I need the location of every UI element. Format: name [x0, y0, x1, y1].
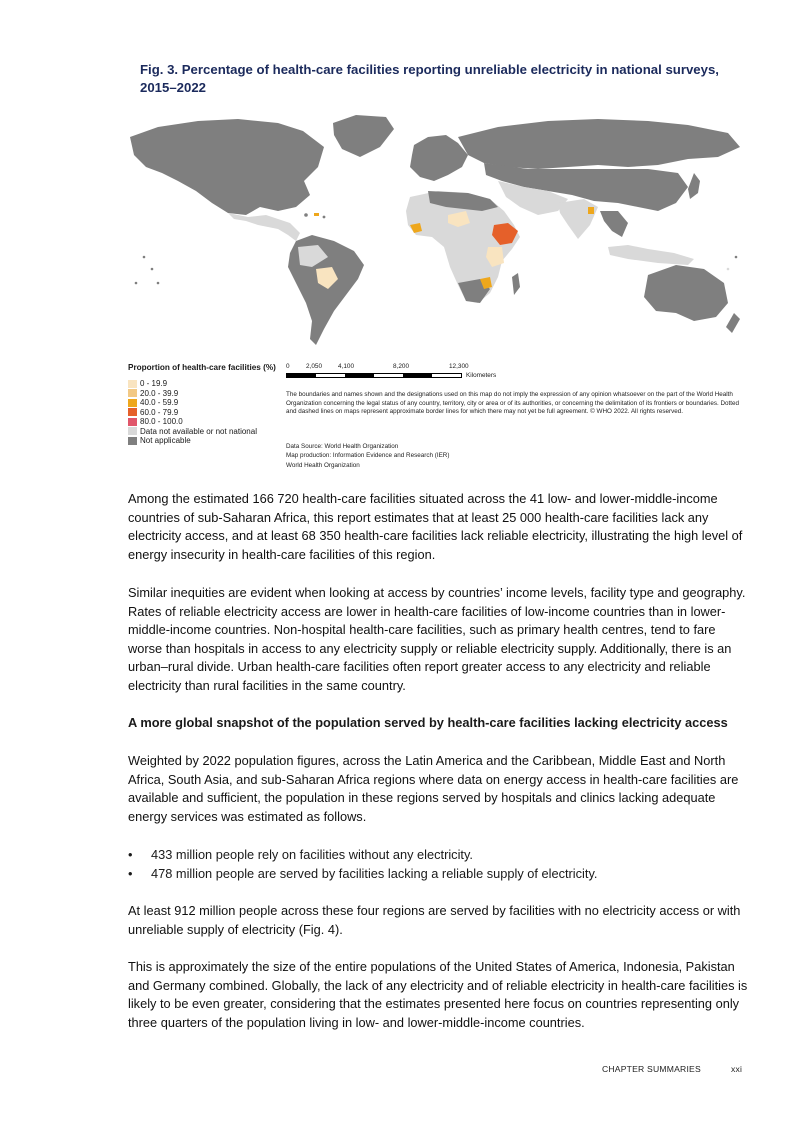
- paragraph: Similar inequities are evident when looking at access by countries’ income levels, facility type and geography. Rates of reliable electricity access are lower in health-care facilities of low-income countries than in lower-middle-income countries. Non-hospital health-care facilities, such as primary health centres, tend to fare worse than hospitals in access to any electricity supply or reliable electricity supply. Additionally, there is an urban–rural divide. Urban health-care facilities often report greater access to any electricity and reliable electricity than rural facilities in the same country.: [128, 585, 746, 693]
- legend-swatch: [128, 408, 137, 416]
- map-island-3: [135, 282, 138, 285]
- scale-tick: 2,050: [306, 363, 322, 370]
- map-southeast-asia: [600, 211, 628, 237]
- legend-item: [128, 389, 278, 399]
- map-haiti: [314, 213, 319, 216]
- map-bangladesh: [588, 207, 594, 214]
- figure-title: Fig. 3. Percentage of health-care facilities reporting unreliable electricity in national surveys, 2015–2022: [140, 62, 719, 95]
- map-production: Map production: Information Evidence and Research (IER): [286, 452, 450, 460]
- map-island-2: [151, 268, 154, 271]
- map-greenland: [333, 115, 394, 157]
- map-source: [286, 442, 586, 470]
- legend-item: [128, 398, 278, 408]
- legend-label: 80.0 - 100.0: [140, 417, 183, 426]
- legend-swatch: [128, 437, 137, 445]
- section-heading: A more global snapshot of the population served by health-care facilities lacking electricity access: [128, 715, 728, 730]
- source-org: World Health Organization: [286, 461, 360, 469]
- map-island-4: [157, 282, 160, 285]
- map-island-6: [727, 268, 730, 271]
- map-japan: [688, 173, 700, 199]
- bullet-text: 433 million people rely on facilities without any electricity.: [151, 847, 473, 862]
- map-australia: [644, 265, 728, 321]
- world-map-svg: [128, 107, 744, 357]
- map-caribbean-2: [323, 216, 326, 219]
- map-island-1: [143, 256, 146, 259]
- map-europe: [410, 135, 468, 181]
- map-caribbean-1: [304, 213, 308, 217]
- map-new-zealand: [726, 313, 740, 333]
- list-item: [128, 846, 748, 865]
- page-number: xxi: [731, 1064, 743, 1074]
- legend-label: Data not available or not national: [140, 426, 257, 436]
- map-island-5: [735, 256, 738, 259]
- map-madagascar: [512, 273, 520, 295]
- scale-tick: 12,300: [449, 363, 469, 370]
- legend-item: [128, 417, 278, 427]
- legend-swatch: [128, 399, 137, 407]
- legend-item: [128, 379, 278, 389]
- bullet-icon: •: [128, 865, 133, 881]
- data-source: Data Source: World Health Organization: [286, 443, 399, 450]
- map-south-asia: [558, 199, 598, 239]
- bullet-text: 478 million people are served by facilities lacking a reliable supply of electricity.: [151, 865, 598, 881]
- paragraph: Weighted by 2022 population figures, across the Latin America and the Caribbean, Middle East and North Africa, South Asia, and sub-Saharan Africa regions where data on energy access in health-care facilities are available and sufficient, the population in these regions served by hospitals and clinics lacking adequate energy services was estimated as follows.: [128, 753, 739, 824]
- map-north-america: [130, 119, 324, 215]
- paragraph: At least 912 million people across these four regions are served by facilities with no electricity access or with unreliable supply of electricity (Fig. 4).: [128, 903, 741, 937]
- scale-tick: 8,200: [393, 363, 409, 370]
- legend-label: 20.0 - 39.9: [140, 388, 179, 398]
- scale-unit: Kilometers: [466, 372, 497, 379]
- legend-swatch: [128, 427, 137, 435]
- list-item: [128, 865, 748, 884]
- map-legend: [128, 363, 278, 446]
- paragraph: Among the estimated 166 720 health-care facilities situated across the 41 low- and lower-middle-income countries of sub-Saharan Africa, this report estimates that at least 25 000 health-care facilities lack any electricity access, and at least 68 350 health-care facilities lack reliable electricity, illustrating the high level of energy insecurity in health-care facilities of this region.: [128, 491, 743, 562]
- bullet-list: [128, 846, 748, 883]
- legend-swatch: [128, 418, 137, 426]
- scale-tick: 4,100: [338, 363, 354, 370]
- scale-bar: [286, 363, 506, 383]
- world-map: [128, 107, 744, 357]
- map-central-america: [228, 213, 300, 241]
- bullet-icon: •: [128, 847, 133, 862]
- legend-item: [128, 427, 278, 437]
- legend-swatch: [128, 380, 137, 388]
- scale-tick: 0: [286, 363, 290, 370]
- legend-swatch: [128, 389, 137, 397]
- legend-label: 40.0 - 59.9: [140, 398, 179, 407]
- legend-label: 60.0 - 79.9: [140, 407, 179, 417]
- legend-label: Not applicable: [140, 436, 191, 445]
- map-russia: [458, 119, 740, 169]
- footer-section: CHAPTER SUMMARIES: [602, 1064, 701, 1074]
- legend-label: 0 - 19.9: [140, 379, 168, 388]
- legend-item: [128, 436, 278, 446]
- paragraph: This is approximately the size of the entire populations of the United States of America, Indonesia, Pakistan and Germany combined. Globally, the lack of any electricity and of reliable electricity in health-care facilities is likely to be even greater, considering that the estimates presented here focus on countries representing only three quarters of the population living in low- and lower-middle-income countries.: [128, 959, 748, 1030]
- map-disclaimer: The boundaries and names shown and the designations used on this map do not imply the expression of any opinion whatsoever on the part of the World Health Organization concerning the legal status of any country, territory, city or area or of its authorities, or concerning the delimitation of its frontiers or boundaries. Dotted and dashed lines on maps represent approximate border lines for which there may not yet be full agreement. © WHO 2022. All rights reserved.: [286, 391, 740, 415]
- legend-item: [128, 408, 278, 418]
- scale-line: [286, 373, 462, 378]
- legend-title: Proportion of health-care facilities (%): [128, 363, 276, 372]
- map-indonesia: [608, 245, 694, 265]
